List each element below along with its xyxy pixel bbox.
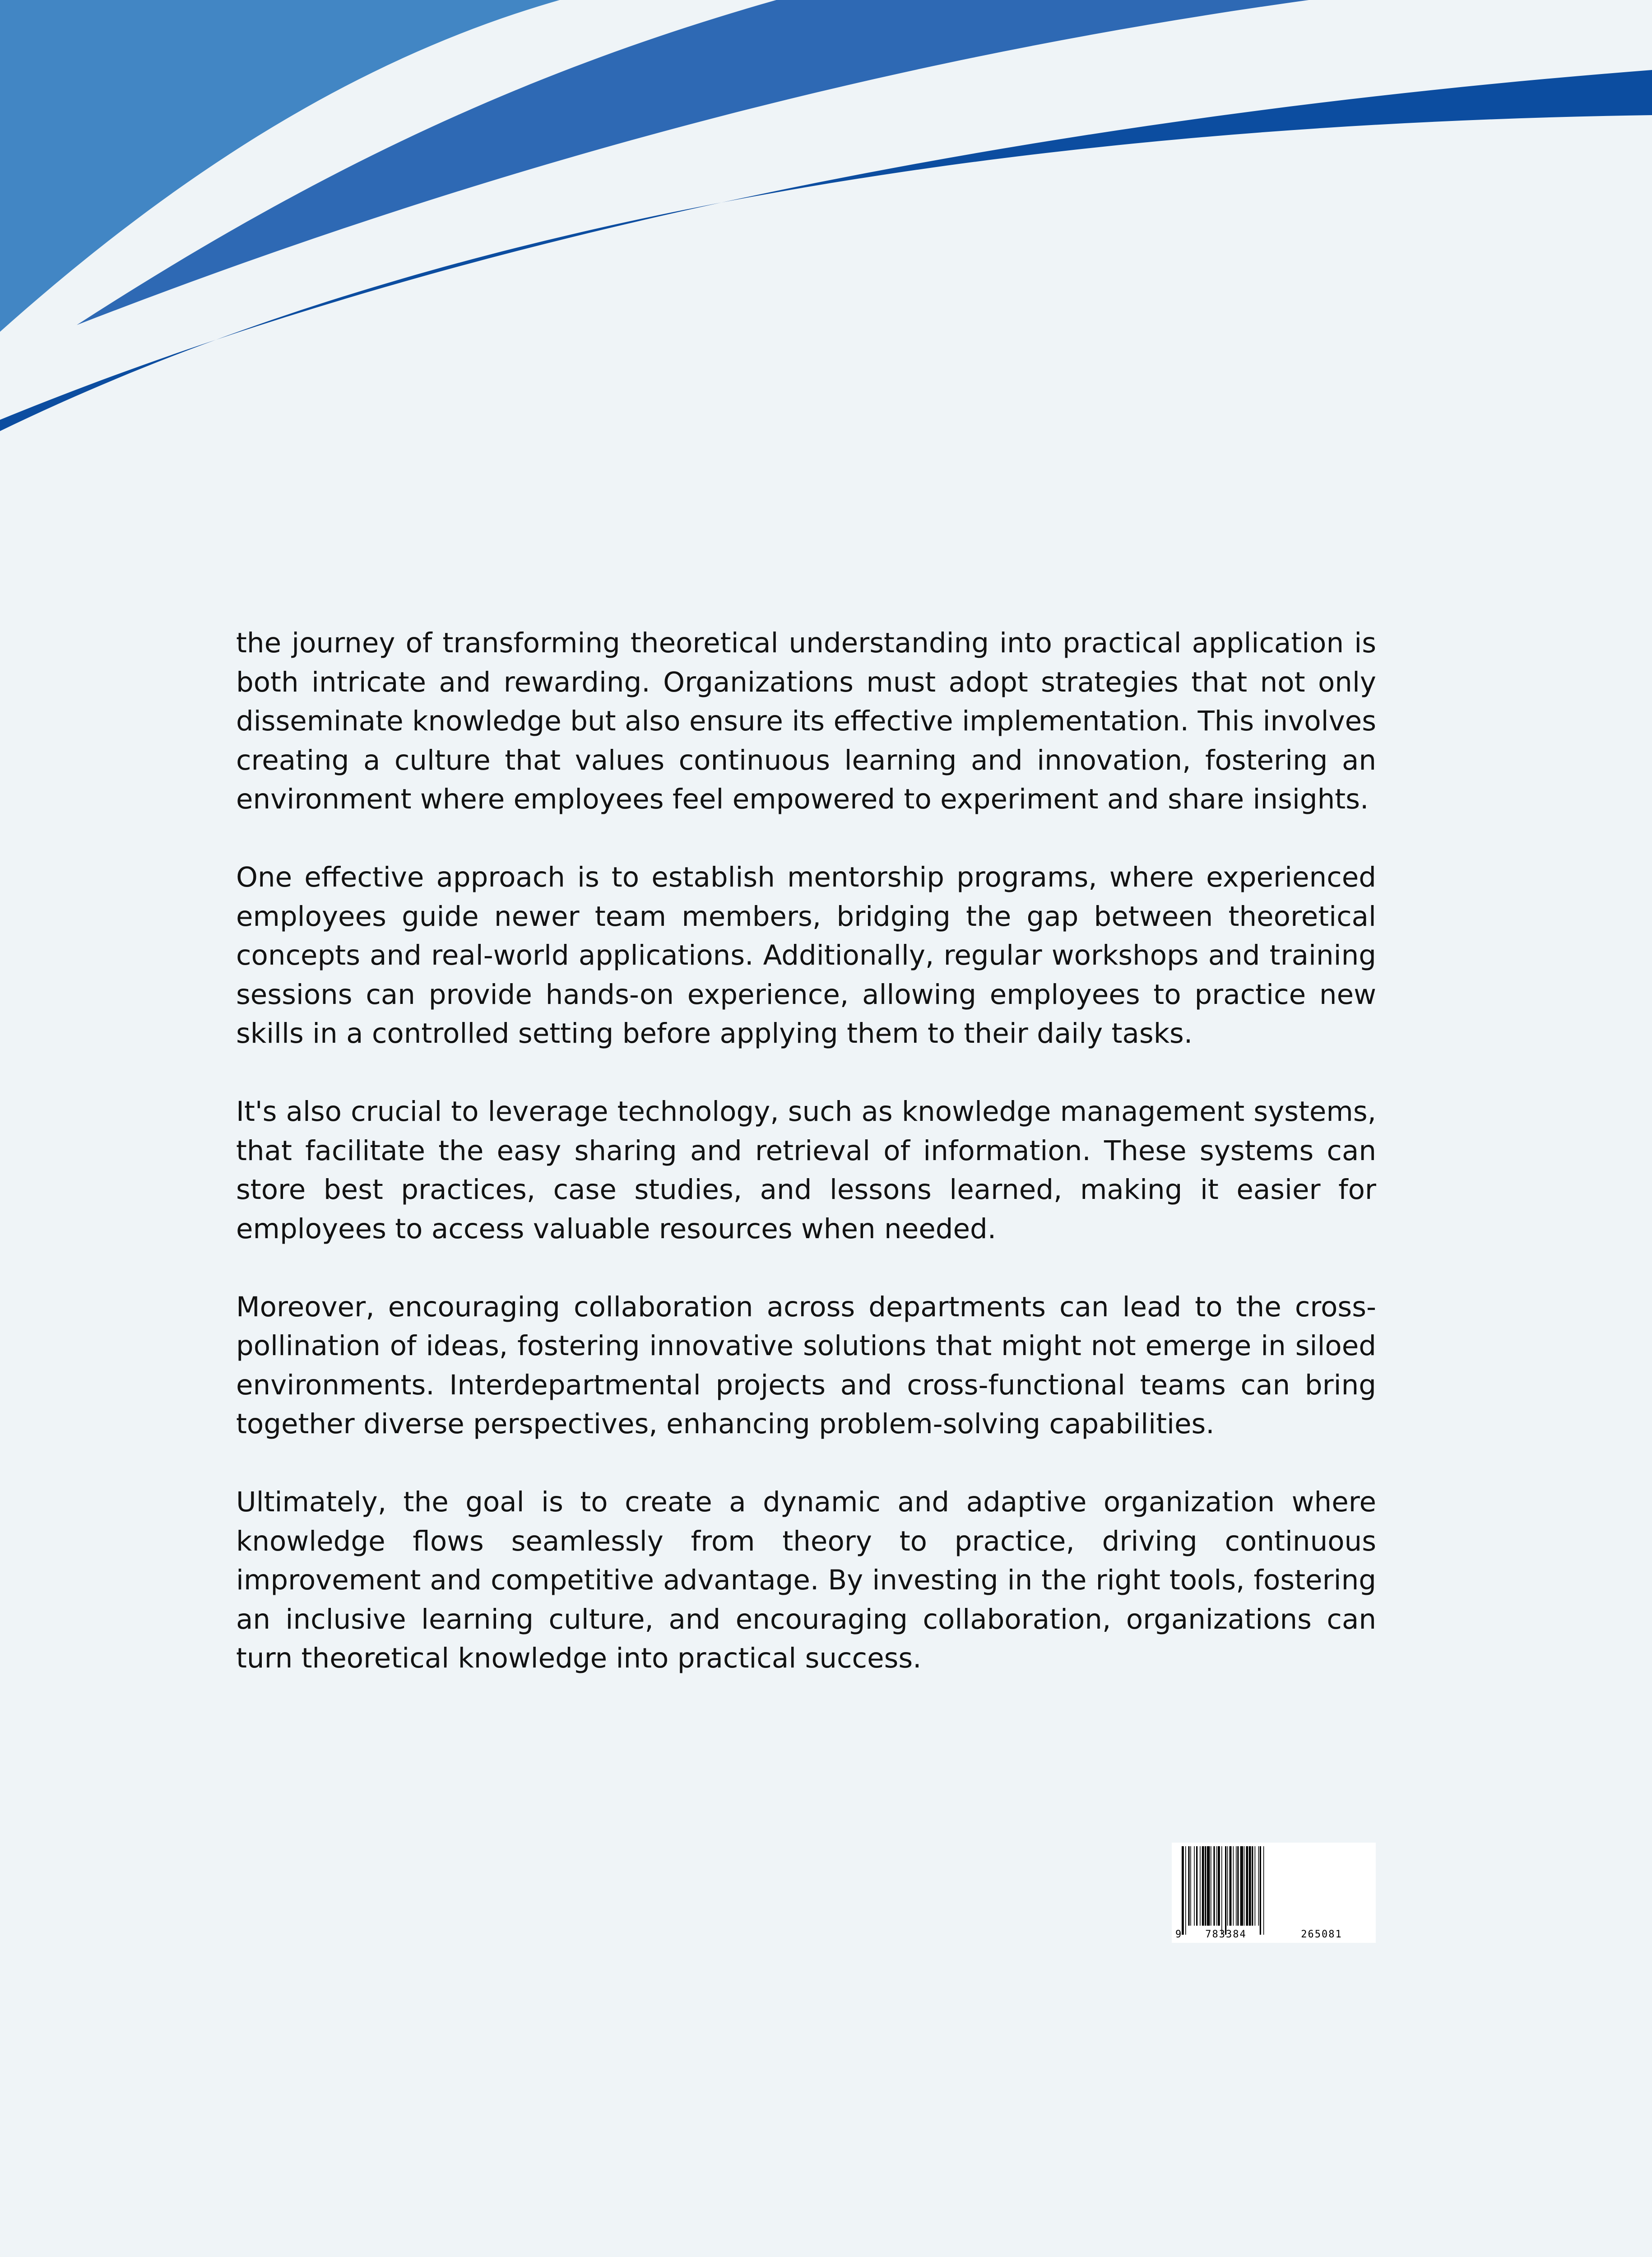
barcode-bar: [1246, 1846, 1248, 1926]
barcode-bar: [1218, 1846, 1220, 1926]
paragraph-5: Ultimately, the goal is to create a dynamic and adaptive organization where knowledge flows seamlessly from theory to practice, driving continuous improvement and competitive advantage. By investing in the right tools, fostering an inclusive learning culture, and encouraging collaboration, organizations can turn theoretical knowledge into practical success.: [236, 1486, 1376, 1674]
barcode-bar: [1190, 1846, 1191, 1926]
barcode-bar: [1236, 1846, 1237, 1926]
wave-light: [0, 0, 560, 332]
barcode-bar: [1227, 1846, 1228, 1926]
barcode-bar: [1207, 1846, 1210, 1926]
barcode-bar: [1252, 1846, 1253, 1926]
barcode-bar: [1216, 1846, 1217, 1926]
barcode-bar: [1233, 1846, 1234, 1926]
barcode-bar: [1249, 1846, 1251, 1926]
barcode-bar: [1255, 1846, 1256, 1926]
barcode-bar: [1263, 1846, 1264, 1935]
barcode-bar: [1200, 1846, 1201, 1926]
barcode-digits-right: 265081: [1301, 1929, 1342, 1940]
top-wave-decoration: [0, 0, 1652, 442]
barcode-digit-lead: 9: [1175, 1929, 1182, 1940]
paragraph-3: It's also crucial to leverage technology, such as knowledge management systems, that facilitate the easy sharing and retrieval of information. These systems can store best practices, case studies, and lessons learned, making it easier for employees to access valuable resources when needed.: [236, 1096, 1376, 1245]
barcode-bar: [1182, 1846, 1184, 1935]
barcode-bar: [1213, 1846, 1215, 1926]
barcode-bar: [1196, 1846, 1197, 1926]
barcode-bar: [1240, 1846, 1243, 1926]
barcode-bar: [1258, 1846, 1259, 1926]
barcode-bar: [1244, 1846, 1245, 1926]
barcode-bar: [1185, 1846, 1186, 1935]
barcode-bar: [1188, 1846, 1189, 1926]
barcode-bar: [1230, 1846, 1232, 1926]
paragraph-4: Moreover, encouraging collaboration across departments can lead to the cross-pollination of ideas, fostering innovative solutions that might not emerge in siloed environments. Interdepartmental projects and cross-functional teams can bring together diverse perspectives, enhancing problem-solving capabilities.: [236, 1291, 1376, 1440]
isbn-barcode: [1172, 1843, 1376, 1943]
barcode-bar: [1205, 1846, 1206, 1926]
barcode-bar: [1221, 1846, 1222, 1935]
wave-mid: [77, 0, 1309, 325]
barcode-bar: [1202, 1846, 1204, 1926]
barcode-bars: [1182, 1846, 1264, 1935]
paragraph-1: the journey of transforming theoretical understanding into practical application is both intricate and rewarding. Organizations must adopt strategies that not only disseminate knowledge but also ensure its effective implementation. This involves creating a culture that values continuous learning and innovation, fostering an environment where employees feel empowered to experiment and share insights.: [236, 627, 1376, 815]
barcode-bar: [1194, 1846, 1195, 1926]
wave-dark: [0, 70, 1652, 431]
barcode-bar: [1237, 1846, 1239, 1926]
barcode-bar: [1225, 1846, 1226, 1935]
paragraph-2: One effective approach is to establish mentorship programs, where experienced employees guide newer team members, bridging the gap between theoretical concepts and real-world applications. Additionally, regular workshops and training sessions can provide hands-on experience, allowing employees to practice new skills in a controlled setting before applying them to their daily tasks.: [236, 861, 1376, 1050]
barcode-bar: [1260, 1846, 1261, 1935]
barcode-digits-left: 783384: [1205, 1929, 1247, 1940]
body-text: [236, 624, 1376, 1678]
